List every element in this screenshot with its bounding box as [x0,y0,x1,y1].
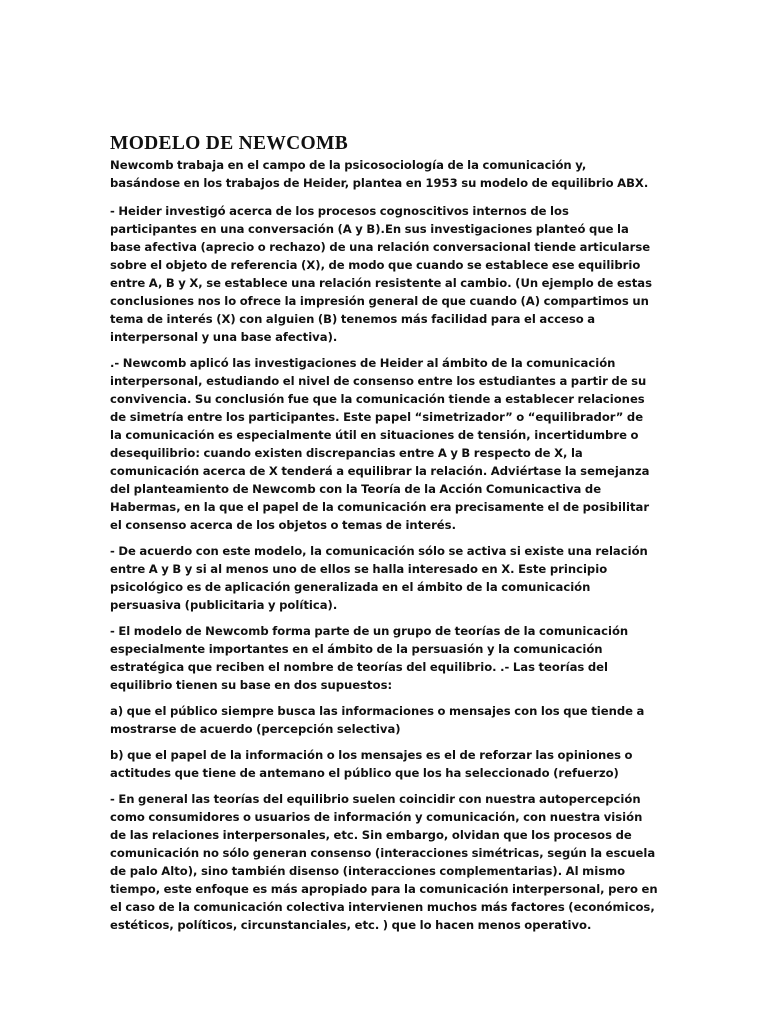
paragraph-intro: Newcomb trabaja en el campo de la psicosociología de la comunicación y, basándose en los trabajos de Heider, plantea en 1953 su modelo de equilibrio ABX. [110,158,649,190]
paragraph-equilibrium-theories: - El modelo de Newcomb forma parte de un grupo de teorías de la comunicación especialmente importantes en el ámbito de la persuasión y la comunicación estratégica que reciben el nombre de teorías del equilibrio. .- Las teorías del equilibrio tienen su base en dos supuestos: [110,624,629,692]
paragraph-assumption-b: b) que el papel de la información o los mensajes es el de reforzar las opiniones o actitudes que tiene de antemano el público que los ha seleccionado (refuerzo) [110,748,633,780]
paragraph-newcomb-application: .- Newcomb aplicó las investigaciones de Heider al ámbito de la comunicación interpersonal, estudiando el nivel de consenso entre los estudiantes a partir de su convivencia. Su conclusión fue que la comunicación tiende a establecer relaciones de simetría entre los participantes. Este papel “simetrizador” o “equilibrador” de la comunicación es especialmente útil en situaciones de tensión, incertidumbre o desequilibrio: cuando existen discrepancias entre A y B respecto de X, la comunicación acerca de X tenderá a equilibrar la relación. Adviértase la semejanza del planteamiento de Newcomb con la Teoría de la Acción Comunicactiva de Habermas, en la que el papel de la comunicación era precisamente el de posibilitar el consenso acerca de los objetos o temas de interés. [110,356,650,532]
paragraph-model-activation: - De acuerdo con este modelo, la comunicación sólo se activa si existe una relación entre A y B y si al menos uno de ellos se halla interesado en X. Este principio psicológico es de aplicación generalizada en el ámbito de la comunicación persuasiva (publicitaria y política). [110,544,648,612]
paragraph-heider: - Heider investigó acerca de los procesos cognoscitivos internos de los participantes en una conversación (A y B).En sus investigaciones planteó que la base afectiva (aprecio o rechazo) de una relación conversacional tiende articularse sobre el objeto de referencia (X), de modo que cuando se establece ese equilibrio entre A, B y X, se establece una relación resistente al cambio. (Un ejemplo de estas conclusiones nos lo ofrece la impresión general de que cuando (A) compartimos un tema de interés (X) con alguien (B) tenemos más facilidad para el acceso a interpersonal y una base afectiva). [110,204,652,344]
paragraph-conclusion: - En general las teorías del equilibrio suelen coincidir con nuestra autopercepción como consumidores o usuarios de información y comunicación, con nuestra visión de las relaciones interpersonales, etc. Sin embargo, olvidan que los procesos de comunicación no sólo generan consenso (interacciones simétricas, según la escuela de palo Alto), sino también disenso (interacciones complementarias). Al mismo tiempo, este enfoque es más apropiado para la comunicación interpersonal, pero en el caso de la comunicación colectiva intervienen muchos más factores (económicos, estéticos, políticos, circunstanciales, etc. ) que lo hacen menos operativo. [110,792,658,932]
paragraph-assumption-a: a) que el público siempre busca las informaciones o mensajes con los que tiende a mostrarse de acuerdo (percepción selectiva) [110,704,645,736]
document-title: MODELO DE NEWCOMB [110,133,349,154]
document-page [110,133,658,942]
